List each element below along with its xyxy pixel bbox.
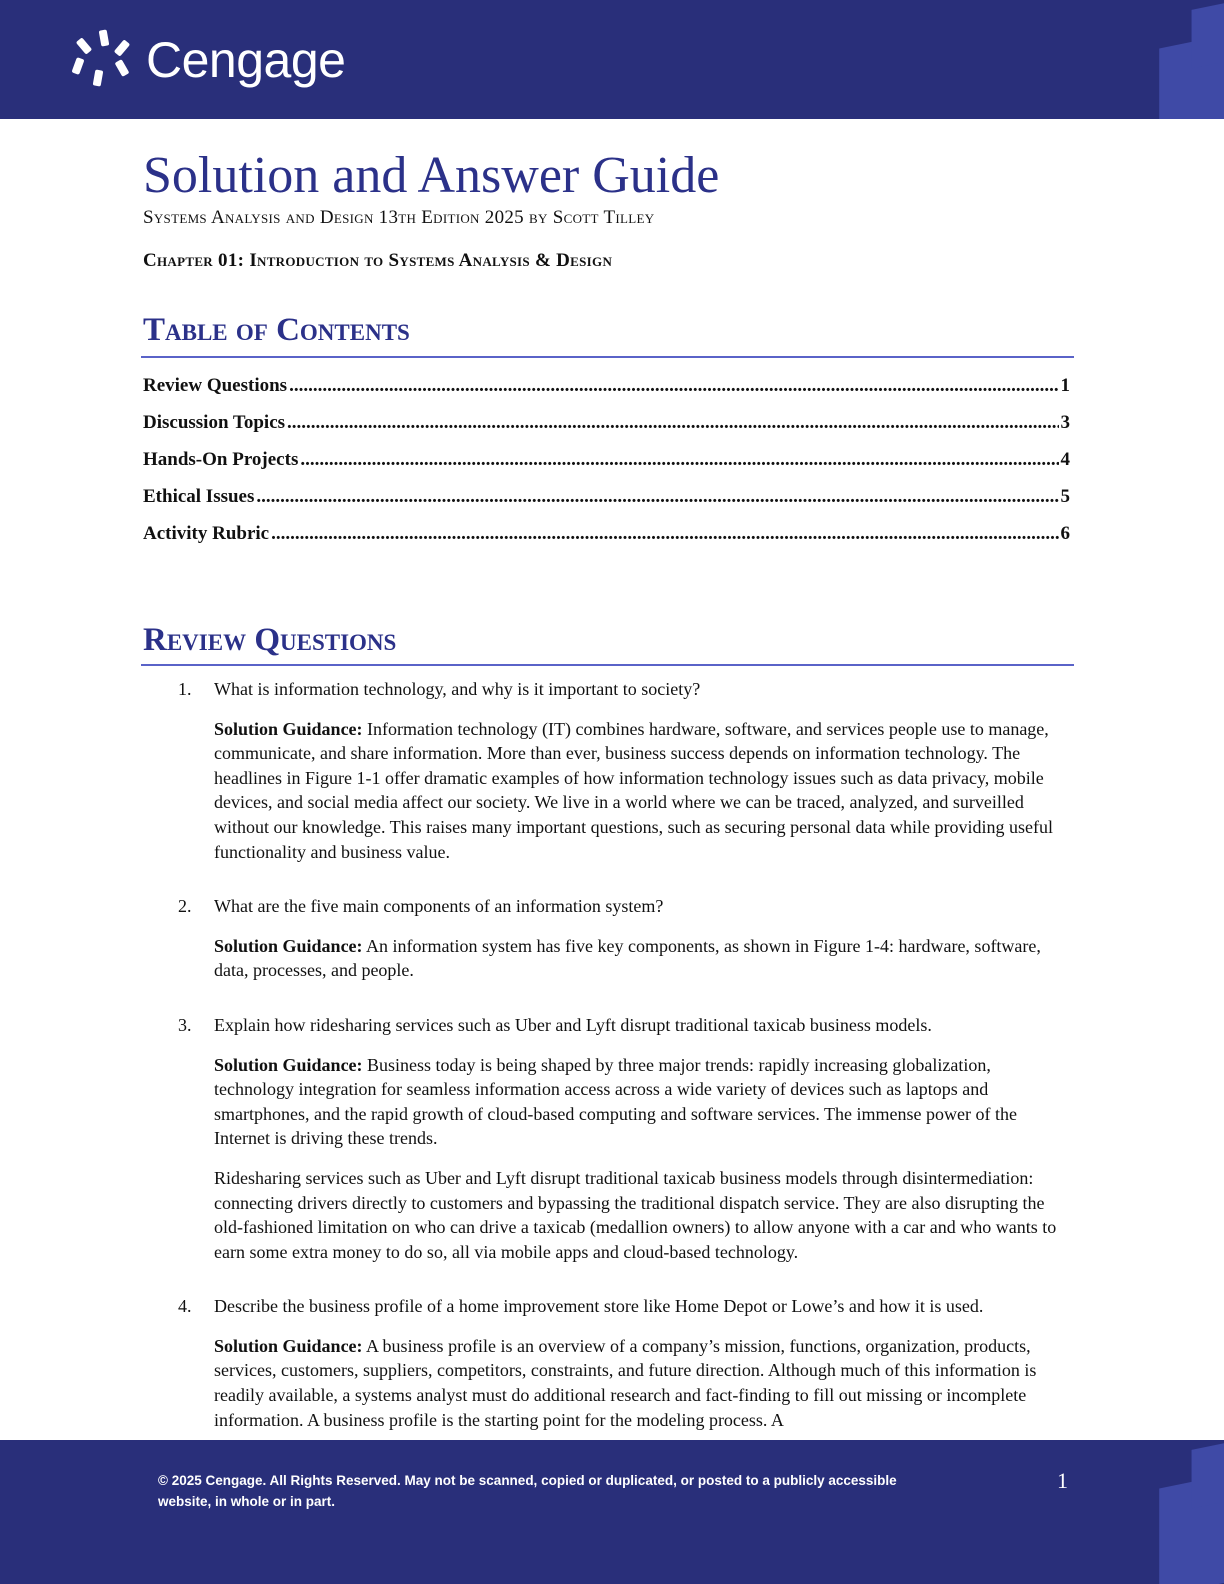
page-number: 1 — [1057, 1468, 1068, 1493]
review-questions-list — [178, 677, 1071, 1462]
dot-leader — [287, 412, 1058, 434]
toc-entry-label[interactable]: Review Questions — [143, 375, 288, 396]
table-of-contents — [143, 375, 1070, 560]
question-number: 1. — [178, 679, 192, 699]
answer-text: Business today is being shaped by three major trends: rapidly increasing globalization, technology integration for seamless information access across a wide variety of devices such as laptops and smartphones, and the rapid growth of cloud-based computing and software services. The immense power of the Internet is driving these trends. — [214, 1054, 1017, 1149]
chapter-title: Chapter 01: Introduction to Systems Analysis & Design — [143, 250, 613, 271]
toc-entry[interactable] — [143, 486, 1070, 523]
toc-entry-label[interactable]: Activity Rubric — [143, 523, 270, 544]
divider — [141, 664, 1074, 666]
answer-text: Ridesharing services such as Uber and Lyft disrupt traditional taxicab business models through disintermediation: connecting drivers directly to customers and bypassing the traditional dispatch service. They are also disrupting the old-fashioned limitation on who can drive a taxicab (medallion owners) to allow anyone with a car and who wants to earn some extra money to do so, all via mobile apps and cloud-based technology. — [214, 1167, 1057, 1262]
page-title: Solution and Answer Guide — [143, 147, 720, 204]
review-question — [178, 1013, 1071, 1279]
answer-paragraph — [214, 934, 1071, 983]
toc-entry-label[interactable]: Discussion Topics — [143, 412, 286, 433]
toc-entry-label[interactable]: Hands-On Projects — [143, 449, 299, 470]
review-question — [178, 894, 1071, 998]
toc-entry[interactable] — [143, 412, 1070, 449]
review-questions-heading: Review Questions — [143, 622, 397, 658]
answer-text: Information technology (IT) combines hardware, software, and services people use to manage, communicate, and share information. More than ever, business success depends on information technology. The headlines in Figure 1-1 offer dramatic examples of how information technology issues such as data privacy, mobile devices, and social media affect our society. We live in a world where we can be traced, analyzed, and surveilled without our knowledge. This raises many important questions, such as securing personal data while providing useful functionality and business value. — [214, 718, 1054, 862]
toc-entry-page: 6 — [1060, 523, 1070, 544]
footer — [0, 1440, 1224, 1584]
header-banner — [0, 0, 1224, 119]
toc-entry-label[interactable]: Ethical Issues — [143, 486, 255, 507]
question-text: Explain how ridesharing services such as Uber and Lyft disrupt traditional taxicab business models. — [214, 1014, 932, 1035]
logo-text: Cengage — [146, 32, 346, 88]
question-number: 3. — [178, 1014, 192, 1035]
answer-lead: Solution Guidance: — [214, 1054, 363, 1075]
answer-paragraph — [214, 1166, 1071, 1264]
dot-leader — [256, 486, 1058, 508]
question-text: What is information technology, and why is it important to society? — [214, 679, 701, 699]
toc-entry-page: 1 — [1060, 375, 1070, 396]
question-number: 2. — [178, 896, 192, 917]
dot-leader — [289, 375, 1058, 397]
answer-lead: Solution Guidance: — [214, 935, 363, 956]
cengage-logo-icon — [74, 30, 134, 90]
answer-paragraph — [214, 717, 1071, 865]
toc-entry[interactable] — [143, 449, 1070, 486]
dot-leader — [271, 523, 1058, 545]
toc-entry-page: 5 — [1060, 486, 1070, 507]
answer-text: A business profile is an overview of a company’s mission, functions, organization, products, services, customers, suppliers, competitors, constraints, and future direction. Although much of this information is readily available, a systems analyst must do additional research and fact-finding to fill out missing or incomplete information. A business profile is the starting point for the modeling process. A — [214, 1335, 1037, 1430]
answer-lead: Solution Guidance: — [214, 1335, 363, 1356]
copyright-notice: © 2025 Cengage. All Rights Reserved. May not be scanned, copied or duplicated, or posted to a publicly accessible website, in whole or in part. — [158, 1473, 897, 1509]
decorative-shape — [1192, 1, 1224, 68]
answer-lead: Solution Guidance: — [214, 718, 363, 739]
dot-leader — [300, 449, 1058, 471]
question-text: What are the five main components of an information system? — [214, 896, 664, 917]
question-number: 4. — [178, 1296, 192, 1317]
answer-paragraph — [214, 1334, 1071, 1432]
decorative-shape — [1192, 1441, 1224, 1508]
review-question — [178, 677, 1071, 879]
toc-entry-page: 3 — [1060, 412, 1070, 433]
toc-entry[interactable] — [143, 375, 1070, 412]
answer-paragraph — [214, 1053, 1071, 1151]
subtitle: Systems Analysis and Design 13th Edition 2025 by Scott Tilley — [143, 207, 655, 228]
question-text: Describe the business profile of a home improvement store like Home Depot or Lowe’s and how it is used. — [214, 1296, 984, 1317]
answer-text: An information system has five key components, as shown in Figure 1-4: hardware, software, data, processes, and people. — [214, 935, 1041, 981]
cengage-logo — [74, 30, 345, 90]
divider — [141, 356, 1074, 358]
toc-heading: Table of Contents — [143, 312, 410, 348]
toc-entry-page: 4 — [1060, 449, 1070, 470]
review-question — [178, 1294, 1071, 1447]
toc-entry[interactable] — [143, 523, 1070, 560]
